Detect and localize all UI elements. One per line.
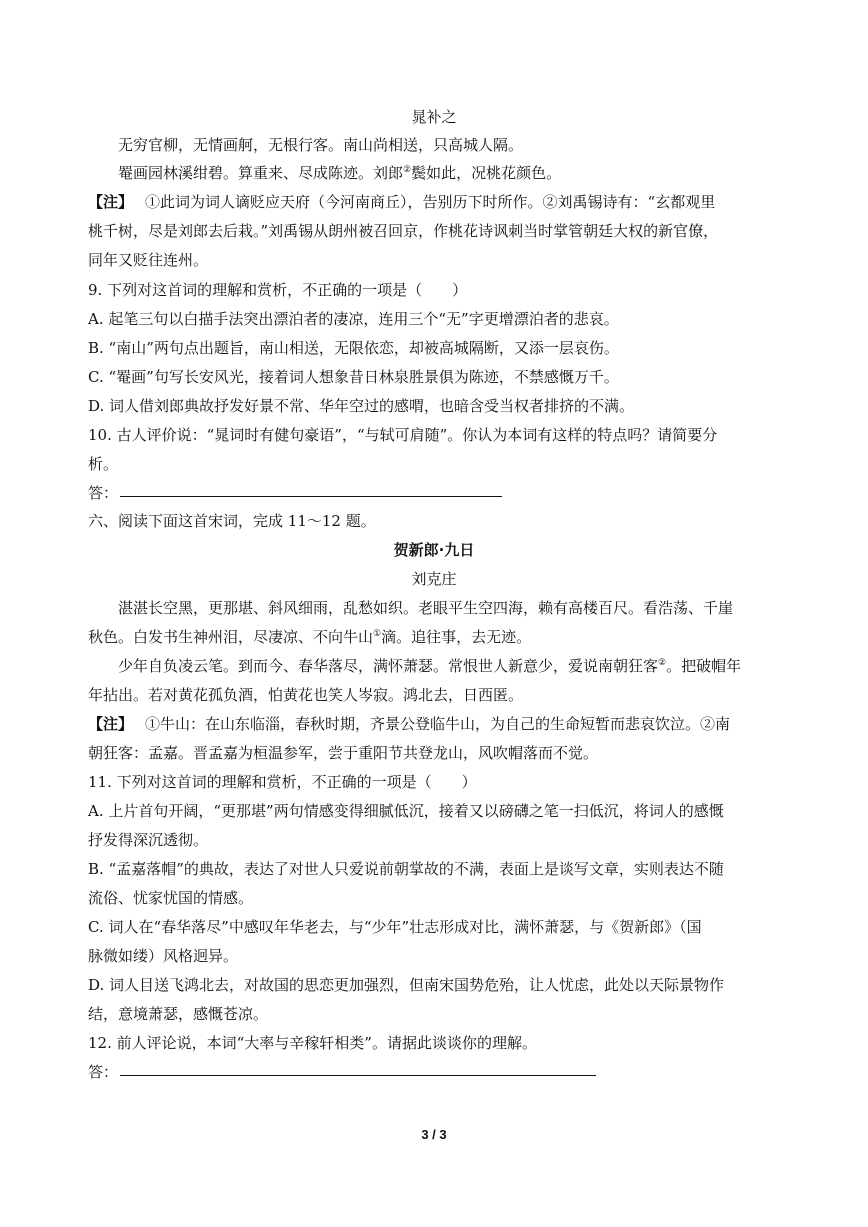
footnote-marker: ① bbox=[373, 629, 382, 639]
question-11-option-d: D. 词人目送飞鸿北去，对故国的思恋更加强烈，但南宋国势危殆，让人忧虑，此处以天际景物作 bbox=[88, 976, 725, 994]
answer-blank-line[interactable] bbox=[120, 1075, 596, 1076]
question-11-option-c-cont: 脉微如缕）风格迥异。 bbox=[88, 947, 239, 965]
note-label: 【注】 bbox=[88, 193, 134, 211]
note-label: 【注】 bbox=[88, 715, 134, 733]
answer-blank-line[interactable] bbox=[120, 496, 502, 497]
poem2-note-line: 朝狂客：孟嘉。晋孟嘉为桓温参军，尝于重阳节共登龙山，风吹帽落而不觉。 bbox=[88, 744, 599, 762]
question-9-option-d: D. 词人借刘郎典故抒发好景不常、华年空过的感喟，也暗含受当权者排挤的不满。 bbox=[88, 397, 635, 415]
poem2-note: 【注】 ①牛山：在山东临淄，春秋时期，齐景公登临牛山，为自己的生命短暂而悲哀饮泣。②南 bbox=[88, 715, 731, 733]
question-9-stem: 9. 下列对这首词的理解和赏析，不正确的一项是（ ） bbox=[88, 281, 468, 299]
poem2-stanza1-line: 湛湛长空黑，更那堪、斜风细雨，乱愁如织。老眼平生空四海，赖有高楼百尺。看浩荡、千崖 bbox=[118, 599, 734, 617]
poem2-author: 刘克庄 bbox=[411, 570, 457, 588]
question-11-option-b-cont: 流俗、忧家忧国的情感。 bbox=[88, 889, 254, 907]
poem2-title: 贺新郎·九日 bbox=[393, 541, 475, 559]
question-10-stem: 10. 古人评价说：“晁词时有健句豪语”，“与轼可肩随”。你认为本词有这样的特点吗？请简要分 bbox=[88, 426, 718, 444]
section-heading: 六、阅读下面这首宋词，完成 11～12 题。 bbox=[88, 512, 376, 530]
poem1-author: 晁补之 bbox=[411, 108, 457, 126]
poem1-note-line: 同年又贬往连州。 bbox=[88, 251, 209, 269]
poem1-note-line: 桃千树，尽是刘郎去后栽。”刘禹锡从朗州被召回京，作桃花诗讽刺当时掌管朝廷大权的新官僚， bbox=[88, 222, 719, 240]
question-9-option-c: C. “罨画”句写长安风光，接着词人想象昔日林泉胜景俱为陈迹，不禁感慨万千。 bbox=[88, 368, 619, 386]
poem1-note: 【注】 ①此词为词人谪贬应天府（今河南商丘），告别历下时所作。②刘禹锡诗有：“玄都观里 bbox=[88, 193, 716, 211]
poem1-line: 无穷官柳，无情画舸，无根行客。南山尚相送，只高城人隔。 bbox=[118, 136, 524, 154]
question-11-option-a: A. 上片首句开阔，“更那堪”两句情感变得细腻低沉，接着又以磅礴之笔一扫低沉，将词人的感慨 bbox=[88, 802, 724, 820]
question-9-option-a: A. 起笔三句以白描手法突出漂泊者的凄凉，连用三个“无”字更增漂泊者的悲哀。 bbox=[88, 310, 619, 328]
question-10-stem-cont: 析。 bbox=[88, 455, 119, 473]
question-10-answer-label: 答： bbox=[88, 484, 119, 502]
question-12-stem: 12. 前人评论说，本词“大率与辛稼轩相类”。请据此谈谈你的理解。 bbox=[88, 1034, 537, 1052]
question-11-option-d-cont: 结，意境萧瑟，感慨苍凉。 bbox=[88, 1005, 269, 1023]
footnote-marker: ② bbox=[658, 658, 667, 668]
poem2-stanza2-line: 少年自负凌云笔。到而今、春华落尽，满怀萧瑟。常恨世人新意少，爱说南朝狂客②。把破帽年 bbox=[118, 657, 742, 675]
poem1-line: 罨画园林溪绀碧。算重来、尽成陈迹。刘郎②鬓如此，况桃花颜色。 bbox=[118, 164, 562, 182]
question-11-option-c: C. 词人在“春华落尽”中感叹年华老去，与“少年”壮志形成对比，满怀萧瑟，与《贺新郎》（国 bbox=[88, 918, 702, 936]
page-number: 3 / 3 bbox=[421, 1127, 447, 1142]
poem2-stanza2-line: 年拈出。若对黄花孤负酒，怕黄花也笑人岑寂。鸿北去，日西匿。 bbox=[88, 686, 524, 704]
question-11-stem: 11. 下列对这首词的理解和赏析，不正确的一项是（ ） bbox=[88, 773, 477, 791]
footnote-marker: ② bbox=[403, 165, 412, 175]
question-12-answer-label: 答： bbox=[88, 1063, 119, 1081]
question-11-option-b: B. “孟嘉落帽”的典故，表达了对世人只爱说前朝掌故的不满，表面上是谈写文章，实则表达不随 bbox=[88, 860, 724, 878]
question-9-option-b: B. “南山”两句点出题旨，南山相送，无限依恋，却被高城隔断，又添一层哀伤。 bbox=[88, 339, 619, 357]
question-11-option-a-cont: 抒发得深沉透彻。 bbox=[88, 831, 209, 849]
poem2-stanza1-line: 秋色。白发书生神州泪，尽凄凉、不向牛山①滴。追往事，去无迹。 bbox=[88, 628, 532, 646]
